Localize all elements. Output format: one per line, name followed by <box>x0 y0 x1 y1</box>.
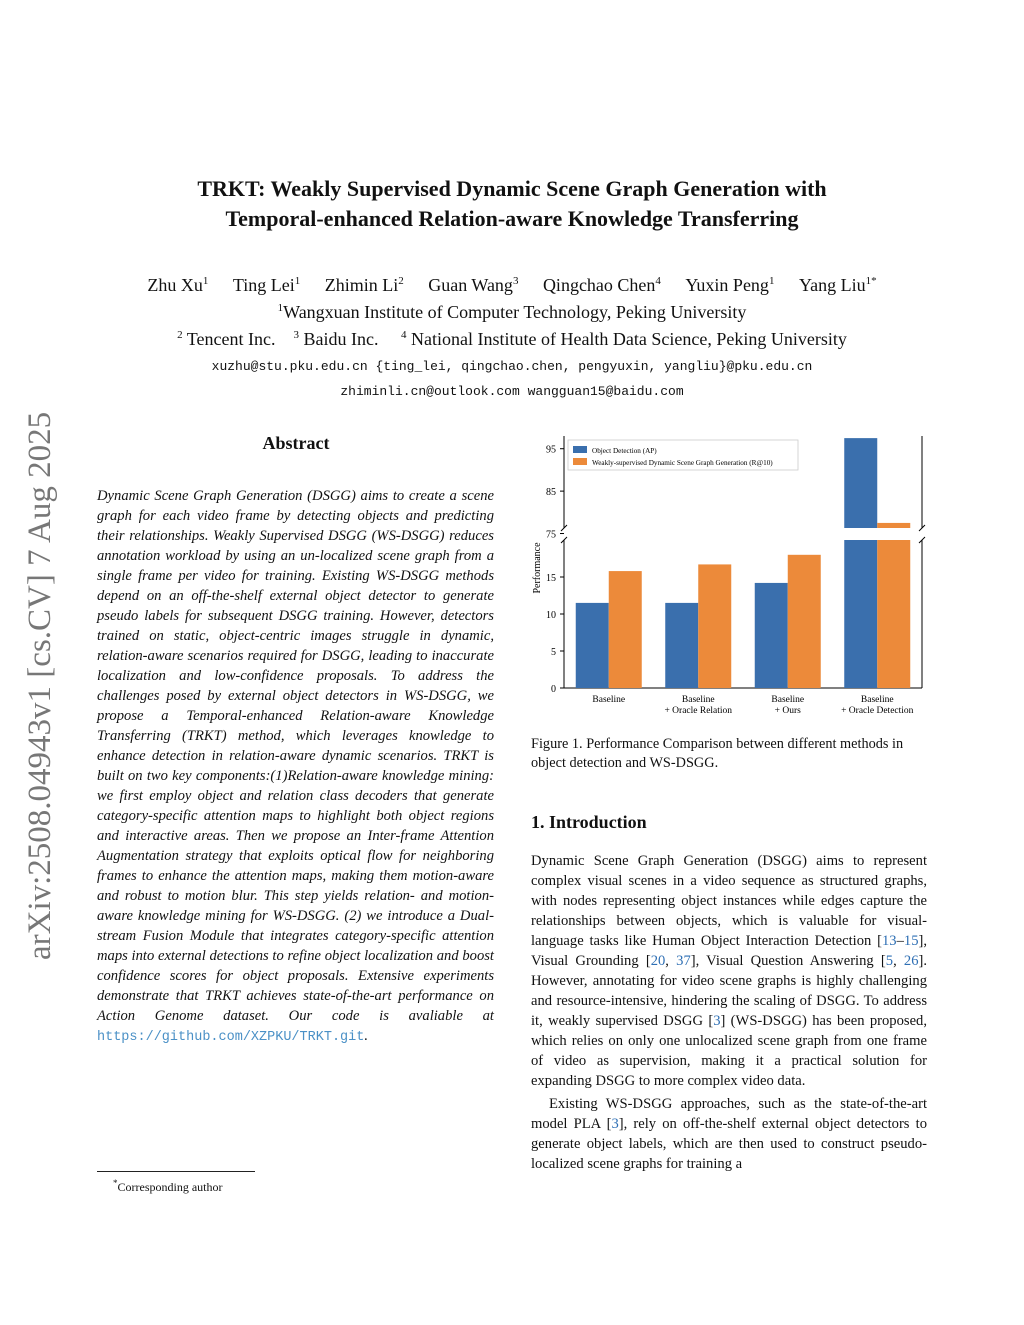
author: Qingchao Chen$^4$ <box>542 275 661 295</box>
bar <box>698 564 731 688</box>
y-tick-label: 10 <box>546 610 556 621</box>
y-tick-label: 5 <box>551 647 556 658</box>
figure-caption: Figure 1. Performance Comparison between different methods in object detection and WS-DSGG. <box>531 736 904 771</box>
bar <box>755 583 788 688</box>
x-tick-label: Baseline <box>681 695 715 705</box>
citation-link[interactable]: 13 <box>882 933 897 949</box>
intro-heading: 1. Introduction <box>531 812 647 832</box>
legend-label: Object Detection (AP) <box>592 447 657 455</box>
intro-body <box>531 851 927 1174</box>
bar-lower-part <box>844 540 877 688</box>
citation-link[interactable]: 3 <box>713 1013 721 1029</box>
footnote: *Corresponding author <box>113 1178 223 1194</box>
citation-link[interactable]: 5 <box>885 953 894 969</box>
intro-paragraph-1: Dynamic Scene Graph Generation (DSGG) aims to represent complex visual scenes in a video sequence as structured graphs, with nodes representing object instances while edges capture the relationships between objects, which is valuable for visual-language tasks like Human Object Interaction Detection [13–15], Visual Grounding [20, 37], Visual Question Answering [5, 26]. However, annotating for video scene graphs is highly challenging and resource-intensive, hindering the scaling of DSGG. To address it, weakly supervised DSGG [3] (WS-DSGG) has been proposed, which relies on only one unlocalized scene graph from one frame of video as supervision, making it a practical solution for expanding DSGG to more complex video data. <box>531 853 928 1089</box>
intro-paragraph-2: Existing WS-DSGG approaches, such as the state-of-the-art model PLA [3], rely on off-the-shelf external object detectors to generate object labels, which are then used to construct pseudo-localized scene graphs for training a <box>531 1096 927 1172</box>
y-axis-label: Performance <box>532 542 543 594</box>
title-line-2: Temporal-enhanced Relation-aware Knowledge Transferring <box>225 206 799 231</box>
bar <box>665 603 698 688</box>
email-line-1: xuzhu@stu.pku.edu.cn {ting_lei, qingchao.chen, pengyuxin, yangliu}@pku.edu.cn <box>211 359 813 374</box>
bar <box>609 571 642 688</box>
y-tick-label: 15 <box>546 573 556 584</box>
author: Zhu Xu$^1$ <box>147 275 209 295</box>
footnote-rule <box>97 1171 255 1172</box>
email-line-2: zhiminli.cn@outlook.com wangguan15@baidu.com <box>340 384 684 399</box>
y-tick-label: 85 <box>546 487 556 499</box>
author: Ting Lei$^1$ <box>232 275 301 295</box>
paper-title <box>0 174 1024 234</box>
affiliation-1: $^1$Wangxuan Institute of Computer Technology, Peking University <box>277 302 747 322</box>
legend-swatch <box>573 446 587 453</box>
bar-upper-part <box>877 523 910 528</box>
y-tick-label: 75 <box>546 529 556 541</box>
citation-link[interactable]: 15 <box>903 933 919 949</box>
legend-label: Weakly-supervised Dynamic Scene Graph Generation (R@10) <box>592 459 773 467</box>
arxiv-sidebar-id: arXiv:2508.04943v1 [cs.CV] 7 Aug 2025 <box>22 411 58 960</box>
y-tick-label: 0 <box>551 684 556 695</box>
code-link[interactable]: https://github.com/XZPKU/TRKT.git <box>97 1030 365 1045</box>
x-tick-label: + Ours <box>774 706 801 716</box>
author: Zhimin Li$^2$ <box>324 275 404 295</box>
title-line-1: TRKT: Weakly Supervised Dynamic Scene Graph Generation with <box>197 176 827 201</box>
affiliation-2: $^2$ Tencent Inc. $^3$ Baidu Inc. $^4$ National Institute of Health Data Science, Peking University <box>177 329 847 349</box>
citation-link[interactable]: 20 <box>650 953 666 969</box>
abstract-body: Dynamic Scene Graph Generation (DSGG) aims to create a scene graph for each video frame by detecting objects and predicting their relationships. Weakly Supervised DSGG (WS-DSGG) reduces annotation workload by using an un-localized scene graph from a single frame per video for training. Existing WS-DSGG methods depend on an off-the-shelf external object detector to generate pseudo labels for subsequent DSGG training. However, detectors trained on static, object-centric images struggle in dynamic, relation-aware scenarios required for DSGG, leading to inaccurate localization and low-confidence proposals. To address the challenges posed by external object detectors in WS-DSGG, we propose a Temporal-enhanced Relation-aware Knowledge Transferring (TRKT) method, which leverages knowledge to enhance detection in relation-aware dynamic scenarios. TRKT is built on two key components:(1)Relation-aware knowledge mining: we first employ object and relation class decoders that generate category-specific attention maps to highlight both object regions and interactive areas. Then we propose an Inter-frame Attention Augmentation strategy that exploits optical flow for neighboring frames to enhance the attention maps, making them motion-aware and robust to motion blur. This step yields relation- and motion-aware knowledge mining for WS-DSGG. (2) we introduce a Dual-stream Fusion Module that integrates category-specific attention maps into external detections to refine object localization and boost confidence scores for object proposals. Extensive experiments demonstrate that TRKT achieves state-of-the-art performance on Action Genome dataset. Our code is avaliable at https://github.com/XZPKU/TRKT.git. <box>97 488 494 1045</box>
figure-1-chart <box>520 430 930 722</box>
bar <box>788 555 821 688</box>
bar-upper-part <box>844 438 877 528</box>
x-tick-label: Baseline <box>860 695 894 705</box>
y-tick-label: 95 <box>546 444 556 456</box>
citation-link[interactable]: 26 <box>903 953 919 969</box>
author-block <box>0 270 1024 403</box>
legend-swatch <box>573 458 587 465</box>
x-tick-label: Baseline <box>592 695 626 705</box>
bar <box>576 603 609 688</box>
author-list <box>0 270 1024 297</box>
author: Guan Wang$^3$ <box>428 275 519 295</box>
citation-link[interactable]: 37 <box>676 953 691 969</box>
citation-link[interactable]: 3 <box>611 1116 619 1132</box>
abstract-heading: Abstract <box>262 433 330 453</box>
author: Yang Liu$^{1*}$ <box>798 275 877 295</box>
author: Yuxin Peng$^1$ <box>685 275 775 295</box>
x-tick-label: Baseline <box>771 695 805 705</box>
x-tick-label: + Oracle Detection <box>841 706 914 716</box>
x-tick-label: + Oracle Relation <box>664 706 733 716</box>
bar-lower-part <box>877 540 910 688</box>
